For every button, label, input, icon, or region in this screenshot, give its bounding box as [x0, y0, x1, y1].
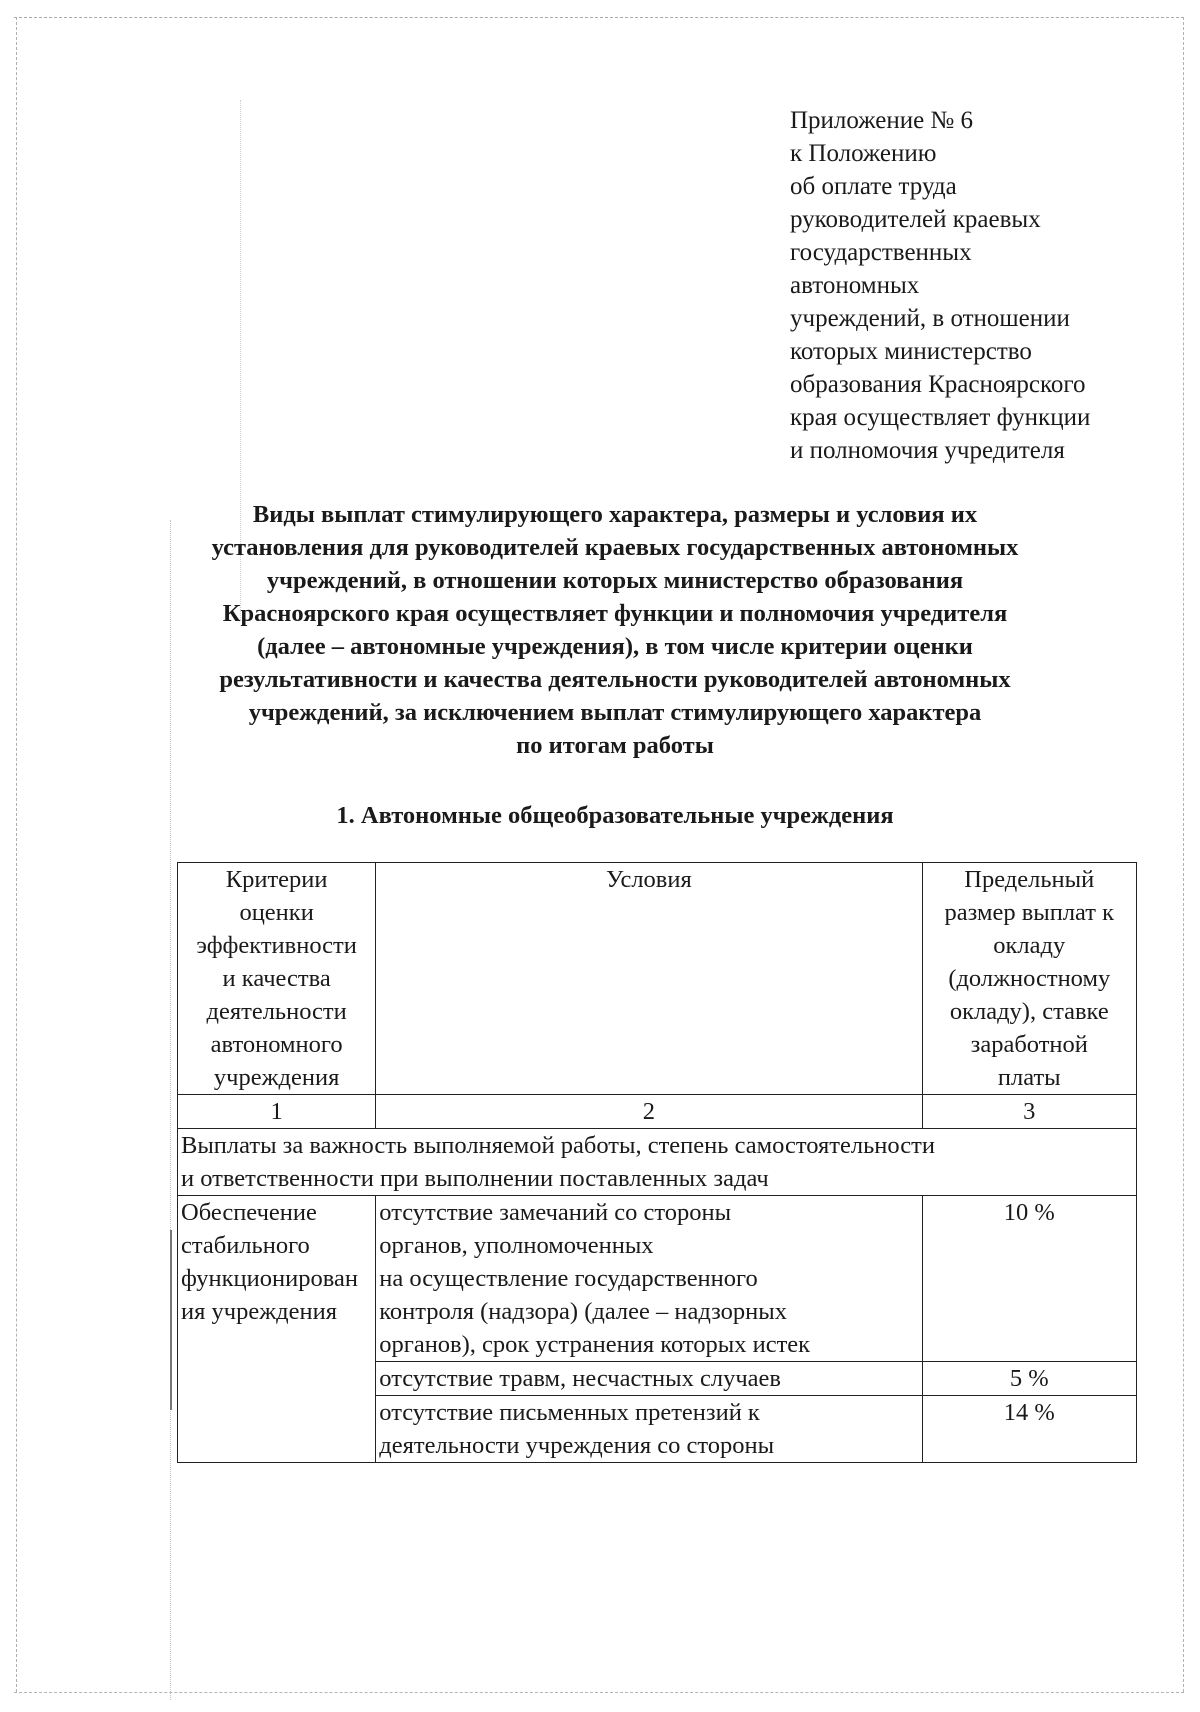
table-group-row: [178, 1129, 1137, 1196]
appendix-line: к Положению: [790, 140, 937, 167]
header-line: Условия: [606, 866, 692, 893]
appendix-line: края осуществляет функции: [790, 404, 1091, 431]
group-title-cell: [178, 1129, 1137, 1196]
criterion-line: функционирован: [181, 1265, 358, 1292]
header-cell-conditions: [376, 863, 922, 1095]
group-title-line: и ответственности при выполнении поставленных задач: [181, 1165, 769, 1192]
header-line: размер выплат к: [944, 899, 1115, 926]
appendix-reference: [790, 104, 1170, 467]
appendix-line: учреждений, в отношении: [790, 305, 1070, 332]
appendix-line: об оплате труда: [790, 173, 957, 200]
scan-border-bottom: [14, 1692, 1184, 1693]
appendix-line: которых министерство: [790, 338, 1032, 365]
column-number: 1: [178, 1095, 376, 1129]
title-line: результативности и качества деятельности руководителей автономных: [219, 666, 1011, 693]
appendix-line: Приложение № 6: [790, 107, 974, 134]
column-number: 2: [376, 1095, 922, 1129]
group-title-line: Выплаты за важность выполняемой работы, степень самостоятельности: [181, 1132, 935, 1159]
appendix-line: и полномочия учредителя: [790, 437, 1065, 464]
header-line: учреждения: [213, 1064, 340, 1091]
condition-line: органов), срок устранения которых истек: [379, 1331, 811, 1358]
condition-line: отсутствие письменных претензий к: [379, 1399, 760, 1426]
table-number-row: [178, 1095, 1137, 1129]
condition-cell: [376, 1196, 922, 1362]
appendix-line: государственных: [790, 239, 972, 266]
header-line: и качества: [222, 965, 331, 992]
title-line: по итогам работы: [516, 732, 714, 759]
value-cell: 14 %: [922, 1396, 1136, 1463]
header-line: Предельный: [964, 866, 1095, 893]
header-line: автономного: [210, 1031, 343, 1058]
condition-line: на осуществление государственного: [379, 1265, 758, 1292]
header-cell-limit: [922, 863, 1136, 1095]
header-line: (должностному: [948, 965, 1111, 992]
header-line: окладу: [993, 932, 1066, 959]
header-line: окладу), ставке: [949, 998, 1109, 1025]
condition-line: отсутствие замечаний со стороны: [379, 1199, 732, 1226]
header-line: платы: [997, 1064, 1061, 1091]
header-line: заработной: [970, 1031, 1088, 1058]
condition-cell: [376, 1396, 922, 1463]
condition-line: отсутствие травм, несчастных случаев: [379, 1365, 781, 1392]
header-cell-criteria: [178, 863, 376, 1095]
title-line: Виды выплат стимулирующего характера, размеры и условия их: [252, 501, 978, 528]
scan-artifact-mark: [170, 1230, 172, 1410]
criterion-line: стабильного: [181, 1232, 310, 1259]
appendix-line: руководителей краевых: [790, 206, 1041, 233]
title-line: Красноярского края осуществляет функции и полномочия учредителя: [222, 600, 1008, 627]
column-number: 3: [922, 1095, 1136, 1129]
title-line: учреждений, в отношении которых министерство образования: [266, 567, 964, 594]
criterion-line: ия учреждения: [181, 1298, 337, 1325]
scan-border-left: [16, 17, 17, 1692]
title-line: установления для руководителей краевых государственных автономных: [211, 534, 1019, 561]
condition-cell: [376, 1362, 922, 1396]
condition-line: органов, уполномоченных: [379, 1232, 654, 1259]
header-line: деятельности: [206, 998, 347, 1025]
value-cell: 5 %: [922, 1362, 1136, 1396]
scan-border-top: [14, 17, 1184, 18]
header-line: эффективности: [196, 932, 357, 959]
appendix-line: автономных: [790, 272, 920, 299]
value-cell: 10 %: [922, 1196, 1136, 1362]
condition-line: контроля (надзора) (далее – надзорных: [379, 1298, 787, 1325]
header-line: оценки: [239, 899, 314, 926]
document-title: [150, 498, 1080, 762]
criterion-line: Обеспечение: [181, 1199, 317, 1226]
condition-line: деятельности учреждения со стороны: [379, 1432, 775, 1459]
title-line: (далее – автономные учреждения), в том числе критерии оценки: [257, 633, 973, 660]
criteria-table: [177, 862, 1137, 1463]
header-line: Критерии: [225, 866, 328, 893]
table-row: [178, 1196, 1137, 1362]
title-line: учреждений, за исключением выплат стимулирующего характера: [248, 699, 982, 726]
scan-border-right: [1183, 17, 1184, 1692]
table-header-row: [178, 863, 1137, 1095]
criterion-cell: [178, 1196, 376, 1463]
section-heading: 1. Автономные общеобразовательные учреждения: [336, 802, 894, 829]
appendix-line: образования Красноярского: [790, 371, 1086, 398]
